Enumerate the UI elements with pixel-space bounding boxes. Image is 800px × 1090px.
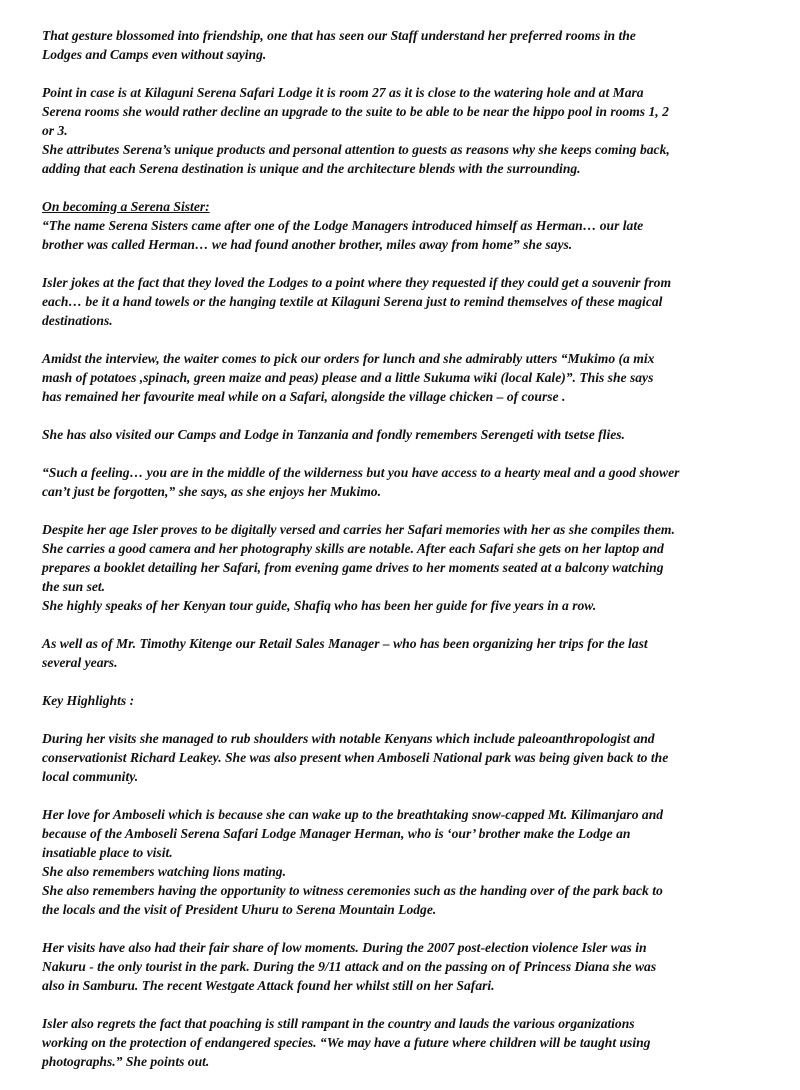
text-line: Isler also regrets the fact that poaching is still rampant in the country and lauds the various organizations [42,1016,635,1031]
text-line: She has also visited our Camps and Lodge in Tanzania and fondly remembers Serengeti with tsetse flies. [42,427,625,442]
document-body [42,26,766,1090]
text-line: Serena rooms she would rather decline an upgrade to the suite to be able to be near the hippo pool in rooms 1, 2 [42,104,669,119]
text-line: Point in case is at Kilaguni Serena Safari Lodge it is room 27 as it is close to the watering hole and at Mara [42,85,644,100]
paragraph [42,26,766,64]
text-line: destinations. [42,313,113,328]
text-line: Isler jokes at the fact that they loved the Lodges to a point where they requested if they could get a souvenir from [42,275,672,290]
paragraph [42,729,766,786]
text-line: Nakuru - the only tourist in the park. During the 9/11 attack and on the passing on of Princess Diana she was [42,959,657,974]
text-line: Despite her age Isler proves to be digitally versed and carries her Safari memories with her as she compiles them. [42,522,675,537]
paragraph [42,1014,766,1071]
text-line: conservationist Richard Leakey. She was also present when Amboseli National park was being given back to the [42,750,669,765]
text-line: She attributes Serena’s unique products and personal attention to guests as reasons why she keeps coming back, [42,142,670,157]
paragraph [42,425,766,444]
paragraph [42,862,766,881]
section-heading: On becoming a Serena Sister: [42,199,210,214]
text-line: During her visits she managed to rub shoulders with notable Kenyans which include paleoanthropologist and [42,731,655,746]
text-line: brother was called Herman… we had found another brother, miles away from home” she says. [42,237,573,252]
paragraph [42,938,766,995]
text-line: prepares a booklet detailing her Safari, from evening game drives to her moments seated at a balcony watching [42,560,664,575]
text-line: Lodges and Camps even without saying. [42,47,267,62]
text-line: She highly speaks of her Kenyan tour guide, Shafiq who has been her guide for five years in a row. [42,598,597,613]
text-line: She carries a good camera and her photography skills are notable. After each Safari she gets on her laptop and [42,541,664,556]
text-line: Key Highlights : [42,693,135,708]
text-line: Amidst the interview, the waiter comes to pick our orders for lunch and she admirably utters “Mukimo (a mix [42,351,655,366]
text-line: Her visits have also had their fair share of low moments. During the 2007 post-election violence Isler was in [42,940,647,955]
text-line: As well as of Mr. Timothy Kitenge our Retail Sales Manager – who has been organizing her trips for the last [42,636,648,651]
text-line: can’t just be forgotten,” she says, as she enjoys her Mukimo. [42,484,381,499]
paragraph [42,463,766,501]
paragraph [42,140,766,178]
paragraph [42,197,766,254]
text-line: “The name Serena Sisters came after one of the Lodge Managers introduced himself as Herman… our late [42,218,644,233]
text-line: photographs.” She points out. [42,1054,210,1069]
paragraph [42,805,766,862]
paragraph [42,596,766,615]
text-line: working on the protection of endangered species. “We may have a future where children will be taught using [42,1035,651,1050]
text-line: That gesture blossomed into friendship, one that has seen our Staff understand her preferred rooms in the [42,28,636,43]
text-line: the sun set. [42,579,106,594]
text-line: has remained her favourite meal while on a Safari, alongside the village chicken – of course . [42,389,566,404]
text-line: Her love for Amboseli which is because she can wake up to the breathtaking snow-capped Mt. Kilimanjaro and [42,807,664,822]
text-line: each… be it a hand towels or the hanging textile at Kilaguni Serena just to remind themselves of these magical [42,294,663,309]
text-line: also in Samburu. The recent Westgate Attack found her whilst still on her Safari. [42,978,495,993]
text-line: the locals and the visit of President Uhuru to Serena Mountain Lodge. [42,902,437,917]
text-line: “Such a feeling… you are in the middle of the wilderness but you have access to a hearty meal and a good shower [42,465,680,480]
text-line: local community. [42,769,139,784]
text-line: or 3. [42,123,68,138]
text-line: adding that each Serena destination is unique and the architecture blends with the surrounding. [42,161,581,176]
text-line: mash of potatoes ,spinach, green maize and peas) please and a little Sukuma wiki (local Kale)”. This she says [42,370,654,385]
paragraph [42,691,766,710]
paragraph [42,881,766,919]
paragraph [42,273,766,330]
paragraph [42,349,766,406]
text-line: insatiable place to visit. [42,845,173,860]
text-line: because of the Amboseli Serena Safari Lodge Manager Herman, who is ‘our’ brother make the Lodge an [42,826,631,841]
text-line: several years. [42,655,118,670]
text-line: She also remembers watching lions mating. [42,864,286,879]
paragraph [42,634,766,672]
text-line: She also remembers having the opportunity to witness ceremonies such as the handing over of the park back to [42,883,663,898]
paragraph [42,520,766,596]
paragraph [42,83,766,140]
